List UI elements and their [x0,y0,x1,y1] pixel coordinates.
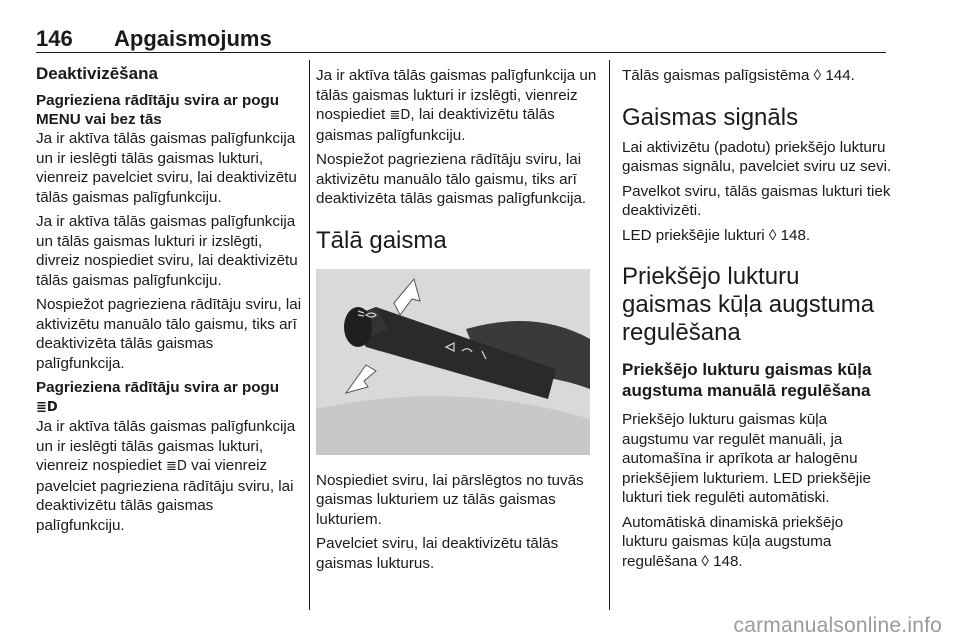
lever-drawing [316,269,590,455]
subsection-heading: Pagrieziena rādītāju svira ar pogu MENU vai bez tās [36,92,280,128]
subsection-heading: Priekšējo lukturu gaismas kūļa augstuma manuālā regulēšana [622,360,872,400]
high-beam-icon: ≣D [166,459,187,474]
column-middle [316,66,606,578]
high-beam-icon: ≣D [36,400,58,415]
watermark: carmanualsonline.info [733,614,942,637]
page-number: 146 [36,26,73,51]
paragraph: Tālās gaismas palīgsistēma ◊ 144. [622,67,855,84]
column-left [36,64,304,540]
chapter-title: Apgaismojums [114,26,272,51]
section-heading: Tālā gaisma [316,226,447,254]
column-divider [309,60,310,610]
lever-illustration [316,269,590,455]
page-header [36,22,886,53]
paragraph [36,417,304,535]
paragraph: Pavelciet sviru, lai deaktivizētu tālās gaismas lukturus. [316,535,559,572]
paragraph: Ja ir aktīva tālās gaismas palīgfunkcija un tālās gaismas lukturi ir izslēgti, divreiz nospiediet sviru, lai deaktivizētu tālās gaismas palīgfunkciju. [36,213,298,289]
paragraph-text: vai vienreiz pavelciet pagrieziena rādītāju sviru, lai deaktivizētu tālās gaismas palīgfunkciju. [36,457,294,534]
subsection-heading-text: Pagrieziena rādītāju svira ar pogu [36,379,280,396]
paragraph: Nospiežot pagrieziena rādītāju sviru, lai aktivizētu manuālo tālo gaismu, tiks arī deaktivizēta tālās gaismas palīgfunkcija. [316,151,587,207]
section-heading: Gaismas signāls [622,103,799,131]
paragraph-text: Ja ir aktīva tālās gaismas palīgfunkcija un ir ieslēgti tālās gaismas lukturi, vienreiz nospiediet [36,418,296,474]
high-beam-icon: ≣D [389,108,411,123]
paragraph: Priekšējo lukturu gaismas kūļa augstumu var regulēt manuāli, ja automašīna ir aprīkota ar halogēnu priekšējiem lukturiem. LED priekšējie lukturi tiek regulēti automātiski. [622,411,871,506]
section-heading: Priekšējo lukturu gaismas kūļa augstuma regulēšana [622,263,875,346]
paragraph: Nospiežot pagrieziena rādītāju sviru, lai aktivizētu manuālo tālo gaismu, tiks arī deaktivizēta tālās gaismas palīgfunkcija. [36,296,302,372]
paragraph-text: Ja ir aktīva tālās gaismas palīgfunkcija un tālās gaismas lukturi ir izslēgti, vienreiz nospiediet [316,67,597,123]
paragraph: Automātiskā dinamiskā priekšējo lukturu gaismas kūļa augstuma regulēšana ◊ 148. [622,513,844,570]
paragraph: Lai aktivizētu (padotu) priekšējo lukturu gaismas signālu, pavelciet sviru uz sevi. [622,138,892,175]
paragraph [316,66,606,145]
subsection-heading [36,378,304,417]
paragraph: Nospiediet sviru, lai pārslēgtos no tuvās gaismas lukturiem uz tālās gaismas lukturiem. [316,471,584,528]
column-right [622,66,892,576]
paragraph-text: , lai deaktivizētu tālās gaismas palīgfunkciju. [316,106,555,144]
paragraph: Ja ir aktīva tālās gaismas palīgfunkcija un ir ieslēgti tālās gaismas lukturi, vienreiz pavelciet sviru, lai deaktivizētu tālās gaismas palīgfunkciju. [36,130,297,206]
section-heading: Deaktivizēšana [36,64,158,83]
paragraph: LED priekšējie lukturi ◊ 148. [622,226,811,244]
paragraph: Pavelkot sviru, tālās gaismas lukturi tiek deaktivizēti. [622,182,891,219]
column-divider [609,60,610,610]
